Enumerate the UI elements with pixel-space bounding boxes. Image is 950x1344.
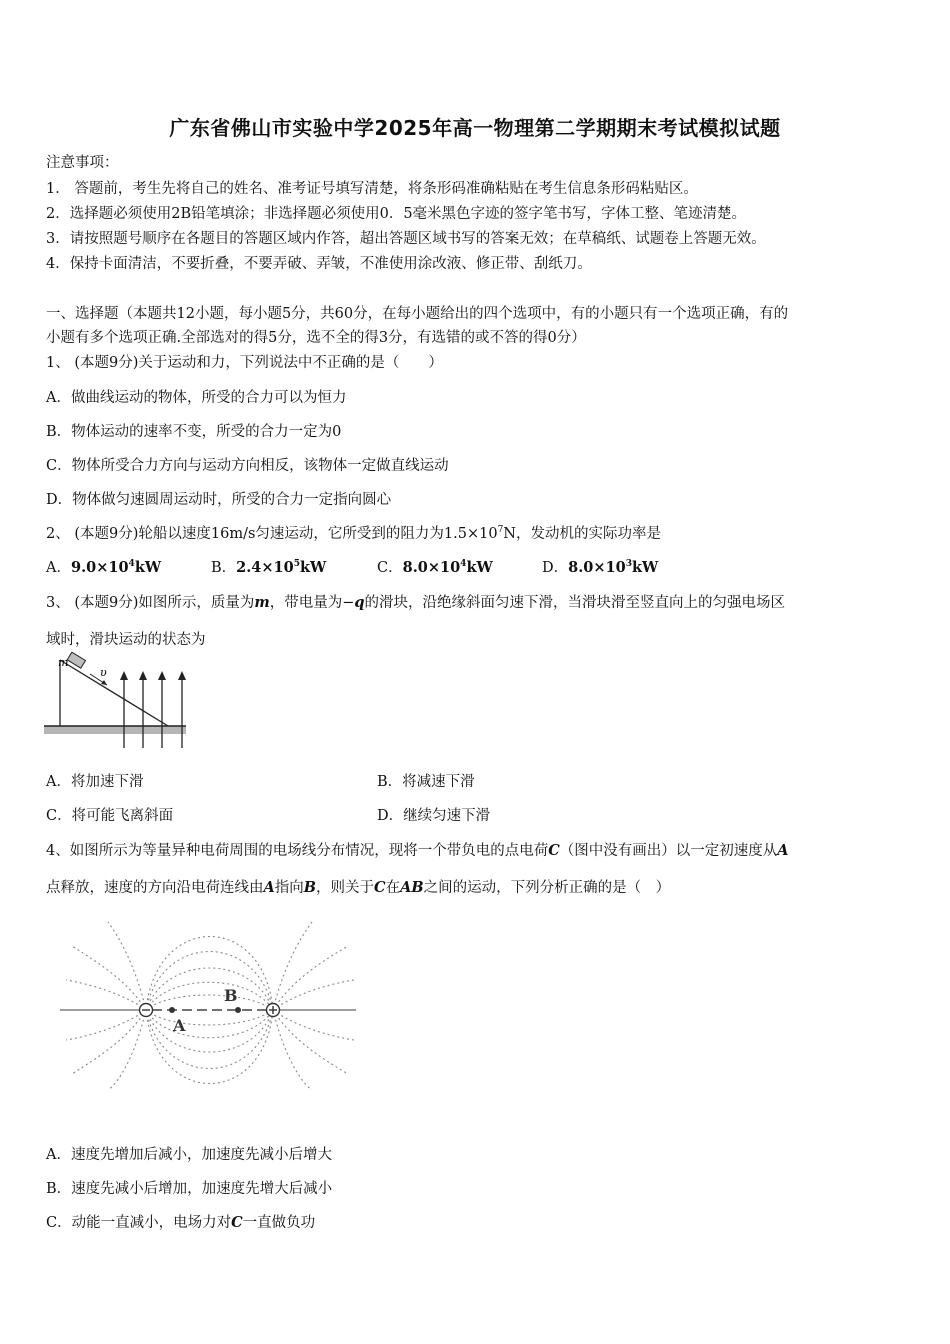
var-c: C <box>548 842 560 859</box>
question-3-option-b: B．将减速下滑 <box>377 774 475 790</box>
option-label: B． <box>211 560 237 576</box>
field-lines-figure <box>60 918 360 1090</box>
question-2-option-d <box>542 556 658 577</box>
stem-text: 的滑块，沿绝缘斜面匀速下滑，当滑块滑至竖直向上的匀强电场区 <box>364 595 786 611</box>
notice-item: 4．保持卡面清洁，不要折叠，不要弄破、弄皱，不准使用涂改液、修正带、刮纸刀。 <box>46 256 592 272</box>
stem-text: 3、 (本题9分)如图所示，质量为 <box>46 595 255 611</box>
option-value <box>71 559 161 576</box>
stem-text: 之间的运动，下列分析正确的是（ ） <box>423 880 671 896</box>
stem-text: （图中没有画出）以一定初速度从 <box>559 843 778 859</box>
notice-heading: 注意事项： <box>46 155 119 171</box>
field-arrowheads <box>120 671 186 680</box>
label-a: A <box>173 1016 186 1035</box>
option-base: 8.0×10 <box>568 559 626 576</box>
question-4-stem-line2 <box>46 876 670 897</box>
notice-item: 2．选择题必须使用2B铅笔填涂；非选择题必须使用0．5毫米黑色字迹的签字笔书写，字体工整、笔迹清楚。 <box>46 206 747 222</box>
notice-item: 3．请按照题号顺序在各题目的答题区域内作答，超出答题区域书写的答案无效；在草稿纸、试题卷上答题无效。 <box>46 231 766 247</box>
question-1-option-b: B．物体运动的速率不变，所受的合力一定为0 <box>46 424 342 440</box>
option-unit: kW <box>134 559 162 576</box>
question-4-stem <box>46 839 789 860</box>
point-a <box>169 1007 175 1013</box>
question-3-stem-line2: 域时，滑块运动的状态为 <box>46 632 206 648</box>
var-c: C <box>374 879 386 896</box>
var-m: m <box>254 594 270 611</box>
var-b: B <box>303 879 317 896</box>
stem-text: ，则关于 <box>316 880 375 896</box>
question-1-stem: 1、 (本题9分)关于运动和力，下列说法中不正确的是（ ） <box>46 355 443 371</box>
section-instructions: 一、选择题（本题共12小题，每小题5分，共60分，在每小题给出的四个选项中，有的小题只有一个选项正确，有的 <box>46 306 789 322</box>
question-3-stem <box>46 591 785 612</box>
var-ab: AB <box>400 879 424 896</box>
question-2-option-c <box>377 556 493 577</box>
incline-figure <box>44 652 189 750</box>
option-exponent: 4 <box>128 559 135 570</box>
option-unit: kW <box>299 559 327 576</box>
question-3-option-a: A．将加速下滑 <box>46 774 144 790</box>
option-label: A． <box>46 560 71 576</box>
question-1-option-d: D．物体做匀速圆周运动时，所受的合力一定指向圆心 <box>46 492 392 508</box>
option-unit: kW <box>631 559 659 576</box>
question-4-option-c <box>46 1211 315 1232</box>
option-value <box>568 559 658 576</box>
page-title: 广东省佛山市实验中学2025年高一物理第二学期期末考试模拟试题 <box>169 116 781 140</box>
label-b: B <box>224 986 238 1005</box>
question-1-option-a: A．做曲线运动的物体，所受的合力可以为恒力 <box>46 390 347 406</box>
option-base: 2.4×10 <box>236 559 294 576</box>
var-q: q <box>354 594 365 611</box>
notice-item: 1． 答题前，考生先将自己的姓名、准考证号填写清楚，将条形码准确粘贴在考生信息条形码粘贴区。 <box>46 181 698 197</box>
incline-slope <box>60 660 168 726</box>
option-value <box>403 559 493 576</box>
option-exponent: 4 <box>460 559 467 570</box>
label-m: m <box>58 656 69 669</box>
question-2-stem-text: 2、 (本题9分)轮船以速度16m/s匀速运动，它所受到的阻力为1.5×10 <box>46 526 498 542</box>
question-2-exponent: 7 <box>497 525 504 536</box>
var-a: A <box>777 842 789 859</box>
field-curves <box>66 922 354 1090</box>
option-value <box>236 559 326 576</box>
question-1-option-c: C．物体所受合力方向与运动方向相反，该物体一定做直线运动 <box>46 458 449 474</box>
stem-text: 4、如图所示为等量异种电荷周围的电场线分布情况，现将一个带负电的点电荷 <box>46 843 549 859</box>
question-2-stem <box>46 522 661 543</box>
option-label: D． <box>542 560 569 576</box>
question-2-option-a <box>46 556 161 577</box>
option-label: C． <box>377 560 403 576</box>
question-4-option-b: B．速度先减小后增加，加速度先增大后减小 <box>46 1181 333 1197</box>
var-a: A <box>263 879 275 896</box>
section-instructions: 小题有多个选项正确.全部选对的得5分，选不全的得3分，有选错的或不答的得0分） <box>46 330 586 346</box>
question-4-option-a: A．速度先增加后减小，加速度先减小后增大 <box>46 1147 332 1163</box>
stem-text: ，带电量为− <box>269 595 355 611</box>
option-exponent: 5 <box>293 559 300 570</box>
velocity-arrow-head <box>101 680 107 685</box>
stem-text: 点释放，速度的方向沿电荷连线由 <box>46 880 264 896</box>
point-b <box>235 1007 241 1013</box>
option-base: 8.0×10 <box>402 559 461 576</box>
question-3-option-c: C．将可能飞离斜面 <box>46 808 174 824</box>
stem-text: 指向 <box>274 880 304 896</box>
option-base: 9.0×10 <box>70 559 129 576</box>
field-lines <box>124 676 182 748</box>
var-c: C <box>231 1214 243 1231</box>
label-v: υ <box>100 666 107 679</box>
stem-text: 在 <box>385 880 401 896</box>
question-3-option-d: D．继续匀速下滑 <box>377 808 491 824</box>
option-unit: kW <box>466 559 493 576</box>
ground <box>44 726 186 734</box>
question-2-stem-text: N，发动机的实际功率是 <box>503 526 661 542</box>
question-2-option-b <box>211 556 326 577</box>
option-text: 一直做负功 <box>242 1215 316 1231</box>
option-exponent: 3 <box>625 559 632 570</box>
option-text: C．动能一直减小，电场力对 <box>46 1215 232 1231</box>
